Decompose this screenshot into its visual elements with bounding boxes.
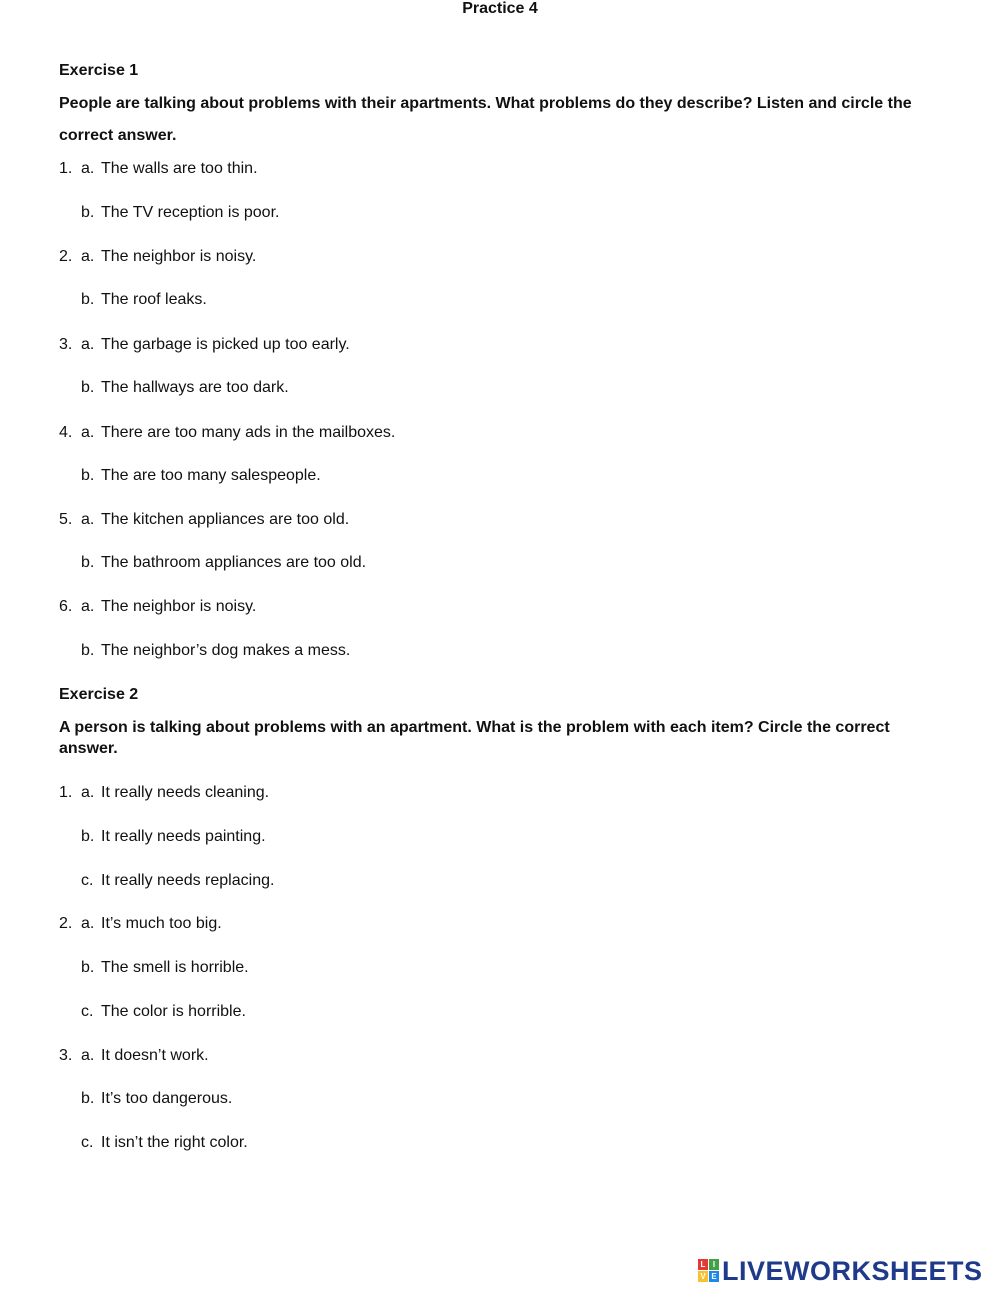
question-number: 5.: [59, 511, 73, 528]
ex1-q5-option-b[interactable]: [81, 553, 366, 573]
option-text: The neighbor’s dog makes a mess.: [101, 642, 351, 659]
ex1-q6-option-b[interactable]: [81, 641, 350, 661]
option-text: There are too many ads in the mailboxes.: [101, 424, 396, 441]
logo-cubes-icon: [698, 1259, 720, 1283]
ex1-q2-option-a[interactable]: [59, 247, 256, 267]
ex1-q4-option-a[interactable]: [59, 423, 395, 443]
exercise-1-instruction: People are talking about problems with their apartments. What problems do they describe? Listen and circle the: [59, 95, 912, 112]
ex2-q2-option-b[interactable]: [81, 958, 249, 978]
ex1-q1-option-b[interactable]: [81, 203, 279, 223]
option-letter: b.: [81, 291, 95, 308]
option-letter: b.: [81, 204, 95, 221]
option-text: It doesn’t work.: [101, 1047, 209, 1064]
option-letter: c.: [81, 1134, 94, 1151]
question-number: 2.: [59, 915, 73, 932]
logo-cube-e: E: [709, 1271, 719, 1282]
question-number: 3.: [59, 336, 73, 353]
liveworksheets-logo: [698, 1256, 983, 1286]
option-text: The TV reception is poor.: [101, 204, 280, 221]
option-letter: b.: [81, 379, 95, 396]
ex2-q3-option-b[interactable]: [81, 1089, 232, 1109]
exercise-2-instruction-cont: answer.: [59, 740, 118, 757]
exercise-1-instruction-cont: correct answer.: [59, 127, 177, 144]
option-text: The walls are too thin.: [101, 160, 258, 177]
ex2-q1-option-c[interactable]: [81, 871, 274, 891]
question-number: 4.: [59, 424, 73, 441]
page-title: Practice 4: [462, 0, 538, 17]
ex1-q2-option-b[interactable]: [81, 290, 207, 310]
question-number: 3.: [59, 1047, 73, 1064]
ex1-q4-option-b[interactable]: [81, 466, 321, 486]
ex2-q2-option-a[interactable]: [59, 914, 222, 934]
ex2-q1-option-b[interactable]: [81, 827, 266, 847]
ex2-q2-option-c[interactable]: [81, 1002, 246, 1022]
ex1-q1-option-a[interactable]: [59, 159, 258, 179]
option-text: It’s much too big.: [101, 915, 222, 932]
option-text: The neighbor is noisy.: [101, 248, 257, 265]
option-text: The neighbor is noisy.: [101, 598, 257, 615]
option-letter: a.: [81, 915, 95, 932]
option-text: The bathroom appliances are too old.: [101, 554, 367, 571]
option-letter: a.: [81, 784, 95, 801]
option-letter: a.: [81, 598, 95, 615]
exercise-1-heading: Exercise 1: [59, 62, 139, 79]
logo-text: LIVEWORKSHEETS: [722, 1255, 983, 1286]
question-number: 1.: [59, 160, 73, 177]
ex2-q1-option-a[interactable]: [59, 783, 269, 803]
logo-cube-l: L: [698, 1259, 708, 1270]
option-text: The are too many salespeople.: [101, 467, 321, 484]
option-letter: a.: [81, 1047, 95, 1064]
option-text: It really needs cleaning.: [101, 784, 270, 801]
option-text: The smell is horrible.: [101, 959, 249, 976]
option-text: It isn’t the right color.: [101, 1134, 248, 1151]
option-text: It really needs painting.: [101, 828, 266, 845]
option-letter: b.: [81, 959, 95, 976]
question-number: 2.: [59, 248, 73, 265]
option-text: The hallways are too dark.: [101, 379, 289, 396]
logo-cube-i: I: [709, 1259, 719, 1270]
question-number: 6.: [59, 598, 73, 615]
option-letter: a.: [81, 511, 95, 528]
ex1-q6-option-a[interactable]: [59, 597, 256, 617]
question-number: 1.: [59, 784, 73, 801]
exercise-2-instruction: A person is talking about problems with an apartment. What is the problem with each item? Circle the correct: [59, 719, 890, 736]
option-letter: b.: [81, 1090, 95, 1107]
ex1-q3-option-b[interactable]: [81, 378, 289, 398]
option-letter: a.: [81, 424, 95, 441]
exercise-2-heading: Exercise 2: [59, 686, 139, 703]
option-letter: c.: [81, 872, 94, 889]
option-text: The kitchen appliances are too old.: [101, 511, 350, 528]
option-text: The color is horrible.: [101, 1003, 246, 1020]
ex1-q3-option-a[interactable]: [59, 335, 350, 355]
option-letter: b.: [81, 642, 95, 659]
option-letter: b.: [81, 828, 95, 845]
option-letter: a.: [81, 336, 95, 353]
option-text: It’s too dangerous.: [101, 1090, 233, 1107]
ex1-q5-option-a[interactable]: [59, 510, 349, 530]
ex2-q3-option-a[interactable]: [59, 1046, 209, 1066]
option-letter: b.: [81, 467, 95, 484]
logo-cube-v: V: [698, 1271, 708, 1282]
option-text: It really needs replacing.: [101, 872, 275, 889]
option-text: The garbage is picked up too early.: [101, 336, 350, 353]
option-letter: c.: [81, 1003, 94, 1020]
option-text: The roof leaks.: [101, 291, 207, 308]
option-letter: a.: [81, 248, 95, 265]
ex2-q3-option-c[interactable]: [81, 1133, 248, 1153]
option-letter: b.: [81, 554, 95, 571]
option-letter: a.: [81, 160, 95, 177]
